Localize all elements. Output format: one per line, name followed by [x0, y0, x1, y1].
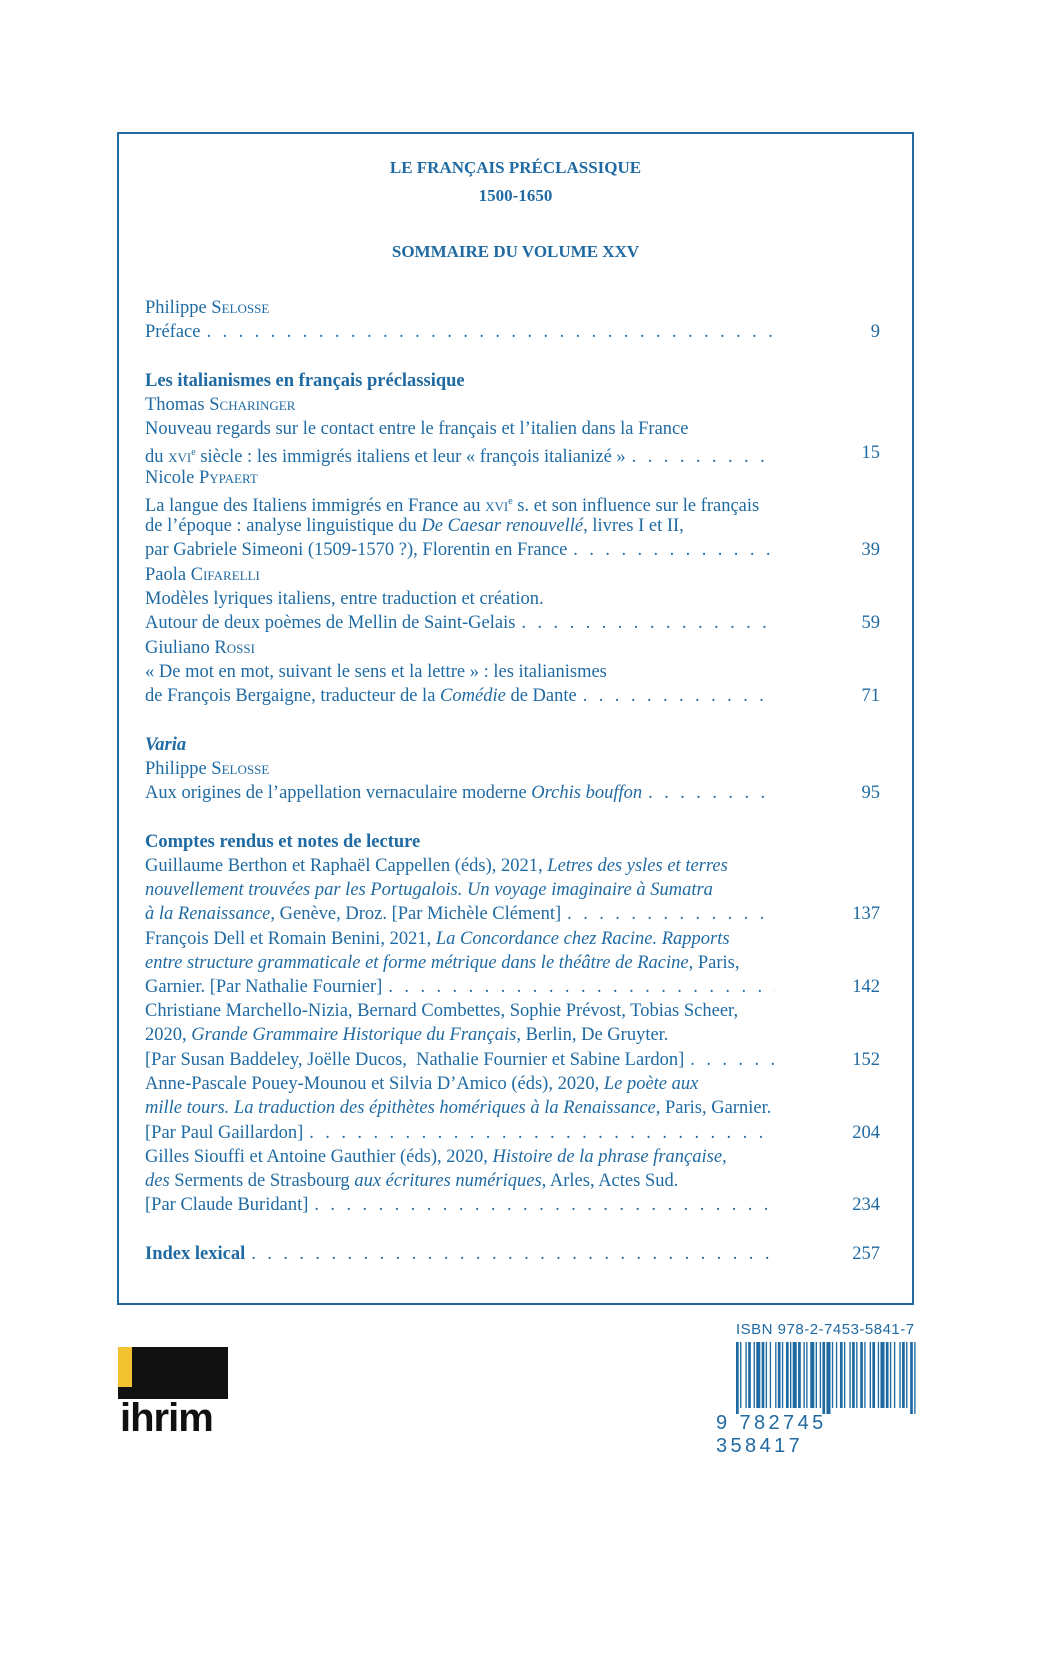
isbn-label: ISBN 978-2-7453-5841-7 [736, 1321, 915, 1338]
svg-text:ihrim: ihrim [120, 1396, 213, 1435]
article-title-line: La langue des Italiens immigrés en France au xvi$^e$ s. et son influence sur le français [145, 496, 760, 517]
barcode-bar [890, 1342, 891, 1408]
summary-heading: SOMMAIRE DU VOLUME XXV [391, 242, 640, 261]
barcode-bar [832, 1342, 833, 1408]
barcode-bar [856, 1342, 857, 1408]
barcode-bar [793, 1342, 797, 1408]
barcode-bar [820, 1342, 821, 1408]
barcode-bar [886, 1342, 889, 1408]
page-number: 257 [852, 1244, 880, 1264]
barcode-bar [748, 1342, 751, 1408]
page-number: 142 [852, 977, 880, 997]
author-rossi: Giuliano Rossi [145, 638, 255, 658]
barcode-bar [736, 1342, 739, 1414]
barcode-bar [762, 1342, 765, 1408]
barcode-bar [782, 1342, 783, 1408]
section-heading-comptes-rendus: Comptes rendus et notes de lecture [145, 832, 421, 852]
barcode-digits: 9 782745 358417 [716, 1412, 827, 1457]
page-number: 71 [861, 686, 880, 706]
review-line: 2020, Grande Grammaire Historique du Français, Berlin, De Gruyter. [145, 1025, 669, 1045]
section-heading-varia: Varia [145, 735, 187, 755]
barcode-bar [870, 1342, 871, 1408]
author-cifarelli: Paola Cifarelli [145, 565, 260, 585]
barcode-bar [798, 1342, 801, 1408]
barcode-bar [810, 1342, 814, 1408]
section-heading-italianismes: Les italianismes en français préclassique [145, 371, 465, 391]
page-number: 95 [861, 783, 880, 803]
review-line: Anne-Pascale Pouey-Mounou et Silvia D’Amico (éds), 2020, Le poète aux [145, 1074, 699, 1094]
barcode-bar [852, 1342, 855, 1408]
review-line: François Dell et Romain Benini, 2021, La Concordance chez Racine. Rapports [145, 929, 730, 949]
review-line: mille tours. La traduction des épithètes homériques à la Renaissance, Paris, Garnier. [145, 1098, 772, 1118]
barcode-bar [766, 1342, 767, 1408]
barcode-bar [880, 1342, 884, 1408]
review-line: entre structure grammaticale et forme métrique dans le théâtre de Racine, Paris, [145, 953, 740, 973]
ihrim-logo [118, 1347, 228, 1435]
barcode-bar [902, 1342, 905, 1408]
barcode-bar [878, 1342, 879, 1408]
barcode-bar [910, 1342, 913, 1414]
barcode-bar [740, 1342, 741, 1408]
barcode-bar [754, 1342, 755, 1408]
review-line: Guillaume Berthon et Raphaël Cappellen (éds), 2021, Letres des ysles et terres [145, 856, 728, 876]
page-number: 39 [861, 540, 880, 560]
barcode-bar [872, 1342, 875, 1408]
review-line: des Serments de Strasbourg aux écritures numériques, Arles, Actes Sud. [145, 1171, 679, 1191]
barcode-bar [822, 1342, 825, 1414]
author-scharinger: Thomas Scharinger [145, 395, 296, 415]
barcode-bar [804, 1342, 805, 1408]
review-line: Christiane Marchello-Nizia, Bernard Combettes, Sophie Prévost, Tobias Scheer, [145, 1001, 739, 1021]
barcode-bar [806, 1342, 807, 1408]
review-line: nouvellement trouvées par les Portugalois. Un voyage imaginaire à Sumatra [145, 880, 713, 900]
volume-title: LE FRANÇAIS PRÉCLASSIQUE [389, 158, 642, 177]
article-title-line: de l’époque : analyse linguistique du De Caesar renouvellé, livres I et II, [145, 516, 684, 536]
barcode-bar [756, 1342, 760, 1408]
barcode-bar [778, 1342, 781, 1408]
barcode-bar [899, 1342, 900, 1408]
barcode-bar [864, 1342, 865, 1408]
author-selosse: Philippe Selosse [145, 759, 270, 779]
barcode-bar [849, 1342, 850, 1408]
article-title-line: « De mot en mot, suivant le sens et la lettre » : les italianismes [145, 662, 607, 682]
barcode-bar [826, 1342, 830, 1414]
barcode-bar [786, 1342, 789, 1408]
barcode-bar [840, 1342, 843, 1408]
author-pypaert: Nicole Pypaert [145, 468, 258, 488]
barcode-bar [860, 1342, 863, 1408]
barcode-bar [770, 1342, 771, 1408]
article-title-line: Nouveau regards sur le contact entre le français et l’italien dans la France [145, 419, 689, 439]
review-line: Gilles Siouffi et Antoine Gauthier (éds), 2020, Histoire de la phrase française, [145, 1147, 727, 1167]
barcode-bar [745, 1342, 746, 1408]
page-number: 59 [861, 613, 880, 633]
barcode-bar [775, 1342, 776, 1408]
barcode-bar [914, 1342, 915, 1414]
page-number: 152 [852, 1050, 880, 1070]
page-number: 15 [861, 443, 880, 463]
preface-author: Philippe Selosse [145, 298, 270, 318]
page-number: 9 [870, 322, 880, 342]
page-number: 234 [852, 1195, 880, 1215]
volume-years: 1500-1650 [478, 186, 553, 205]
barcode-bar [894, 1342, 895, 1408]
page-number: 137 [852, 904, 880, 924]
barcode-bar [906, 1342, 907, 1408]
barcode-bar [844, 1342, 845, 1408]
barcode-bar [816, 1342, 817, 1408]
page-number: 204 [852, 1123, 880, 1143]
article-title-line: Modèles lyriques italiens, entre traduction et création. [145, 589, 544, 609]
barcode-bar [790, 1342, 791, 1408]
barcode [736, 1342, 916, 1414]
barcode-bar [836, 1342, 837, 1408]
